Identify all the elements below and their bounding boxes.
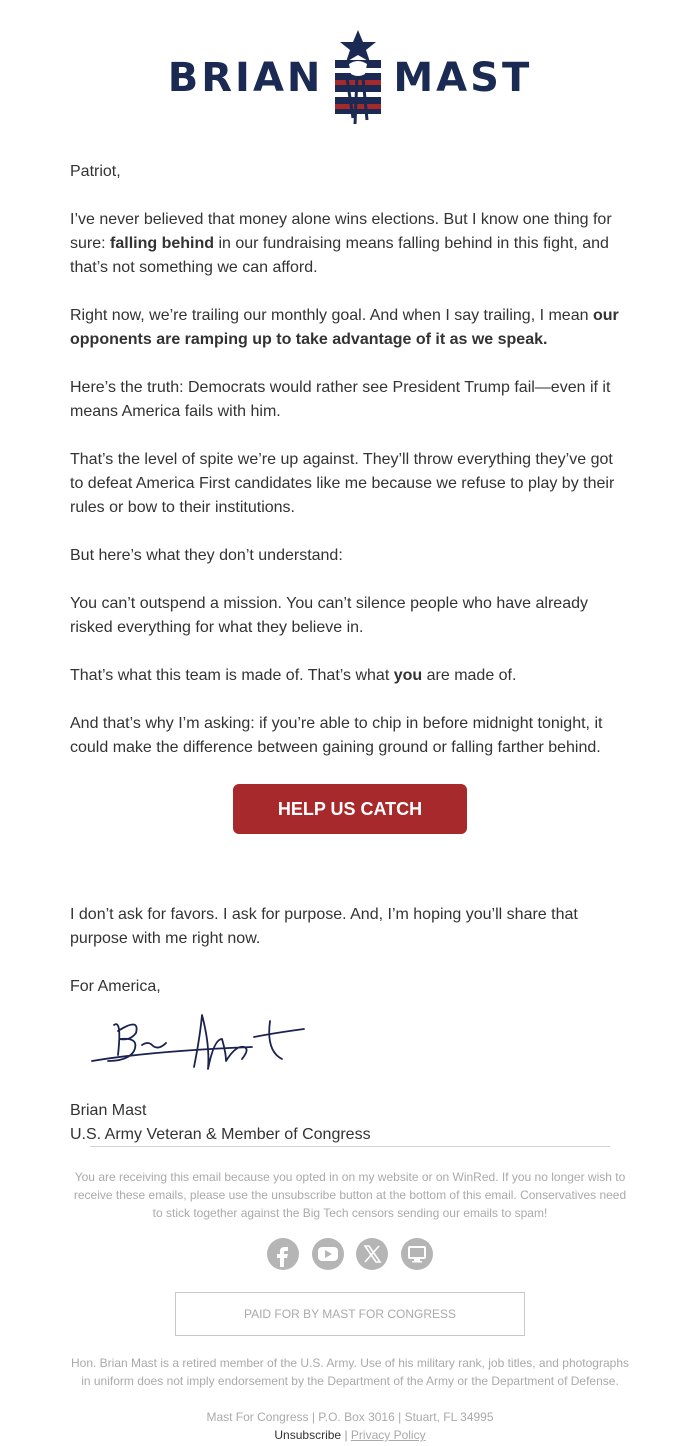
paragraph-9: I don’t ask for favors. I ask for purpose. And, I’m hoping you’ll share that purpose with me right now.: [70, 906, 578, 947]
footer-divider: [90, 1146, 610, 1147]
paragraph-1: [70, 208, 630, 280]
privacy-policy-link[interactable]: Privacy Policy: [350, 1428, 426, 1442]
logo-emblem-icon: [329, 28, 387, 128]
footer-links: [0, 1427, 700, 1443]
paragraph-8: And that’s why I’m asking: if you’re able to chip in before midnight tonight, it could make the difference between gaining ground or falling farther behind.: [70, 715, 603, 756]
paragraph-1-bold: falling behind: [110, 235, 215, 252]
paragraph-7-bold: you: [393, 667, 423, 684]
footer-address: Mast For Congress | P.O. Box 3016 | Stuart, FL 34995: [206, 1410, 494, 1424]
logo-word-left: BRIAN: [167, 55, 324, 101]
signer-name: Brian Mast: [70, 1102, 147, 1119]
donate-button[interactable]: HELP US CATCH UP: [233, 784, 467, 834]
footer-disclaimer: Hon. Brian Mast is a retired member of the U.S. Army. Use of his military rank, job titles, and photographs in uniform does not imply endorsement by the Department of the Army or the Department of Defense.: [70, 1356, 629, 1388]
paragraph-1-text-b: in our fundraising means falling behind in this fight, and that’s not something we can afford.: [70, 235, 609, 276]
greeting: Patriot,: [70, 163, 121, 180]
paragraph-7-text-b: are made of.: [422, 667, 517, 684]
paragraph-6: You can’t outspend a mission. You can’t silence people who have already risked everything for what they believe in.: [70, 595, 588, 636]
footer-notice: You are receiving this email because you opted in on my website or on WinRed. If you no longer wish to receive these emails, please use the unsubscribe button at the bottom of this email. Conservatives need to stick together against the Big Tech censors sending our emails to spam!: [73, 1170, 627, 1220]
paragraph-2-text-a: Right now, we’re trailing our monthly goal. And when I say trailing, I mean: [70, 307, 593, 324]
paragraph-4: That’s the level of spite we’re up against. They’ll throw everything they’ve got to defeat America First candidates like me because we refuse to play by their rules or bow to their institutions.: [70, 451, 615, 516]
paragraph-5: But here’s what they don’t understand:: [70, 547, 343, 564]
email-body: [70, 160, 630, 1147]
paid-for-box: PAID FOR BY MAST FOR CONGRESS: [175, 1292, 525, 1336]
brand-logo: [0, 28, 700, 128]
logo-word-right: MAST: [393, 55, 533, 101]
paragraph-2-bold: our opponents are ramping up to take advantage of it as we speak.: [70, 307, 619, 348]
cta-wrapper: [70, 784, 630, 873]
signature-image: [84, 987, 324, 1087]
unsubscribe-link[interactable]: Unsubscribe: [274, 1428, 342, 1442]
youtube-icon[interactable]: [312, 1238, 344, 1270]
x-icon[interactable]: [356, 1238, 388, 1270]
website-icon[interactable]: [401, 1238, 433, 1270]
paragraph-7: [70, 664, 630, 688]
facebook-icon[interactable]: [267, 1238, 299, 1270]
paragraph-3: Here’s the truth: Democrats would rather see President Trump fail—even if it means America fails with him.: [70, 379, 611, 420]
paragraph-1-text-a: I’ve never believed that money alone wins elections. But I know one thing for sure:: [70, 211, 612, 252]
signer-title: U.S. Army Veteran & Member of Congress: [70, 1126, 371, 1143]
social-links: [0, 1238, 700, 1270]
link-separator: |: [344, 1428, 348, 1442]
paragraph-2: [70, 304, 630, 352]
closing: For America,: [70, 978, 161, 995]
paragraph-7-text-a: That’s what this team is made of. That’s what: [70, 667, 394, 684]
